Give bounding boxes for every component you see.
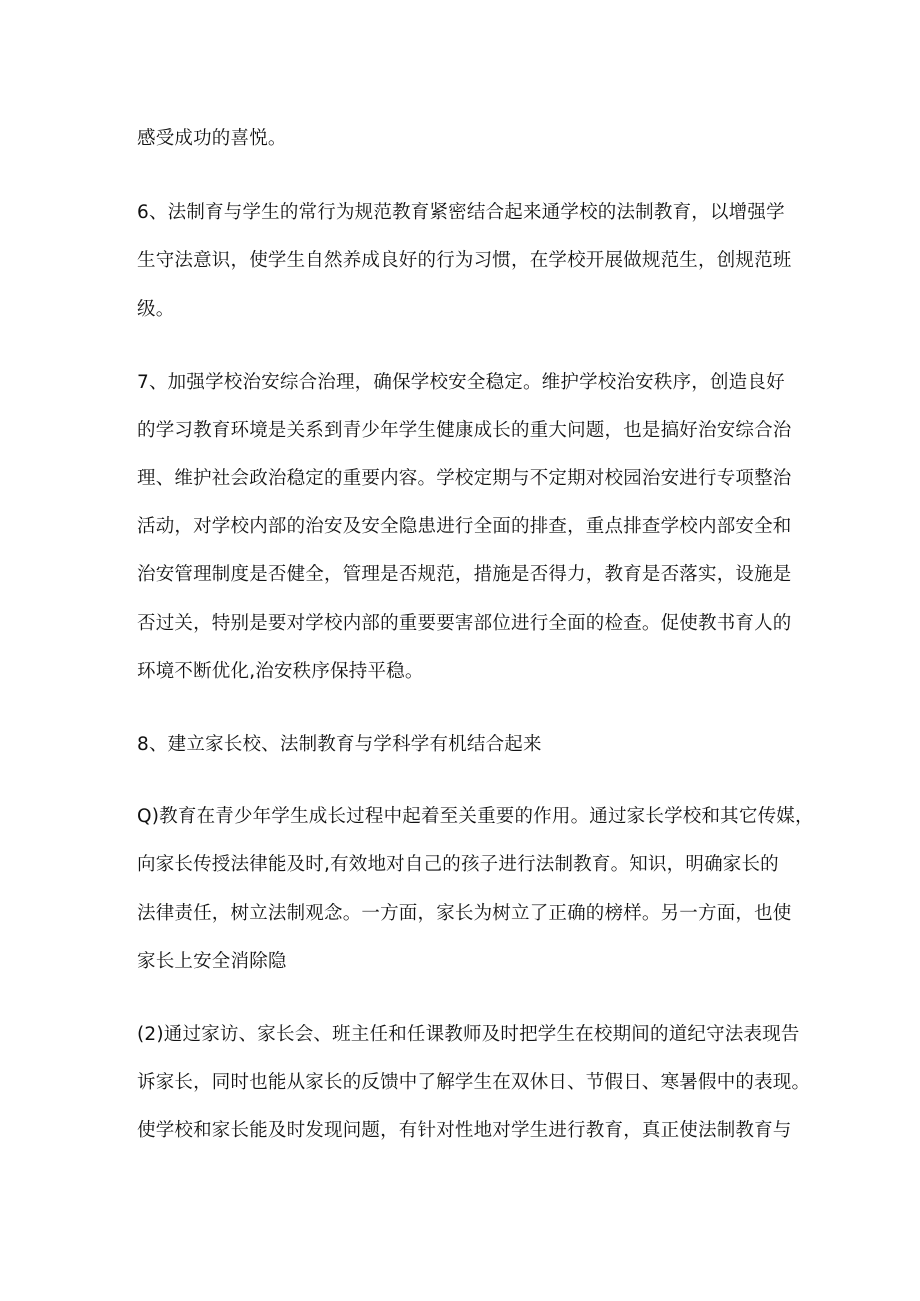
text-line-14: 向家长传授法律能及时,有效地对自己的孩子进行法制教育。知识，明确家长的: [137, 854, 779, 875]
text-line-4: 级。: [137, 299, 175, 320]
text-line-6: 的学习教育环境是关系到青少年学生健康成长的重大问题，也是搞好治安综合治: [137, 420, 792, 441]
text-line-9: 治安管理制度是否健全，管理是否规范，措施是否得力，教育是否落实，设施是: [137, 564, 792, 585]
text-line-19: 使学校和家长能及时发现问题，有针对性地对学生进行教育，真正使法制教育与: [137, 1120, 792, 1141]
text-line-15: 法律责任，树立法制观念。一方面，家长为树立了正确的榜样。另一方面，也使: [137, 903, 792, 924]
text-line-7: 理、维护社会政治稳定的重要内容。学校定期与不定期对校园治安进行专项整治: [137, 468, 792, 489]
text-line-12: 8、建立家长校、法制教育与学科学有机结合起来: [137, 734, 542, 755]
text-line-3: 生守法意识，使学生自然养成良好的行为习惯，在学校开展做规范生，创规范班: [137, 250, 792, 271]
text-line-18: 诉家长，同时也能从家长的反馈中了解学生在双休日、节假日、寒暑假中的表现。: [137, 1072, 811, 1093]
text-line-17: (2)通过家访、家长会、班主任和任课教师及时把学生在校期间的道纪守法表现告: [137, 1024, 800, 1045]
text-line-1: 感受成功的喜悦。: [137, 128, 287, 149]
text-line-11: 环境不断优化,治安秩序保持平稳。: [137, 661, 424, 682]
text-line-8: 活动，对学校内部的治安及安全隐患进行全面的排查，重点排查学校内部安全和: [137, 516, 792, 537]
text-line-10: 否过关，特别是要对学校内部的重要要害部位进行全面的检查。促使教书育人的: [137, 613, 792, 634]
text-line-2: 6、法制育与学生的常行为规范教育紧密结合起来通学校的法制教育，以增强学: [137, 202, 785, 223]
text-line-16: 家长上安全消除隐: [137, 951, 287, 972]
text-line-13: Q)教育在青少年学生成长过程中起着至关重要的作用。通过家长学校和其它传媒，: [137, 806, 814, 827]
text-line-5: 7、加强学校治安综合治理，确保学校安全稳定。维护学校治安秩序，创造良好: [137, 372, 785, 393]
